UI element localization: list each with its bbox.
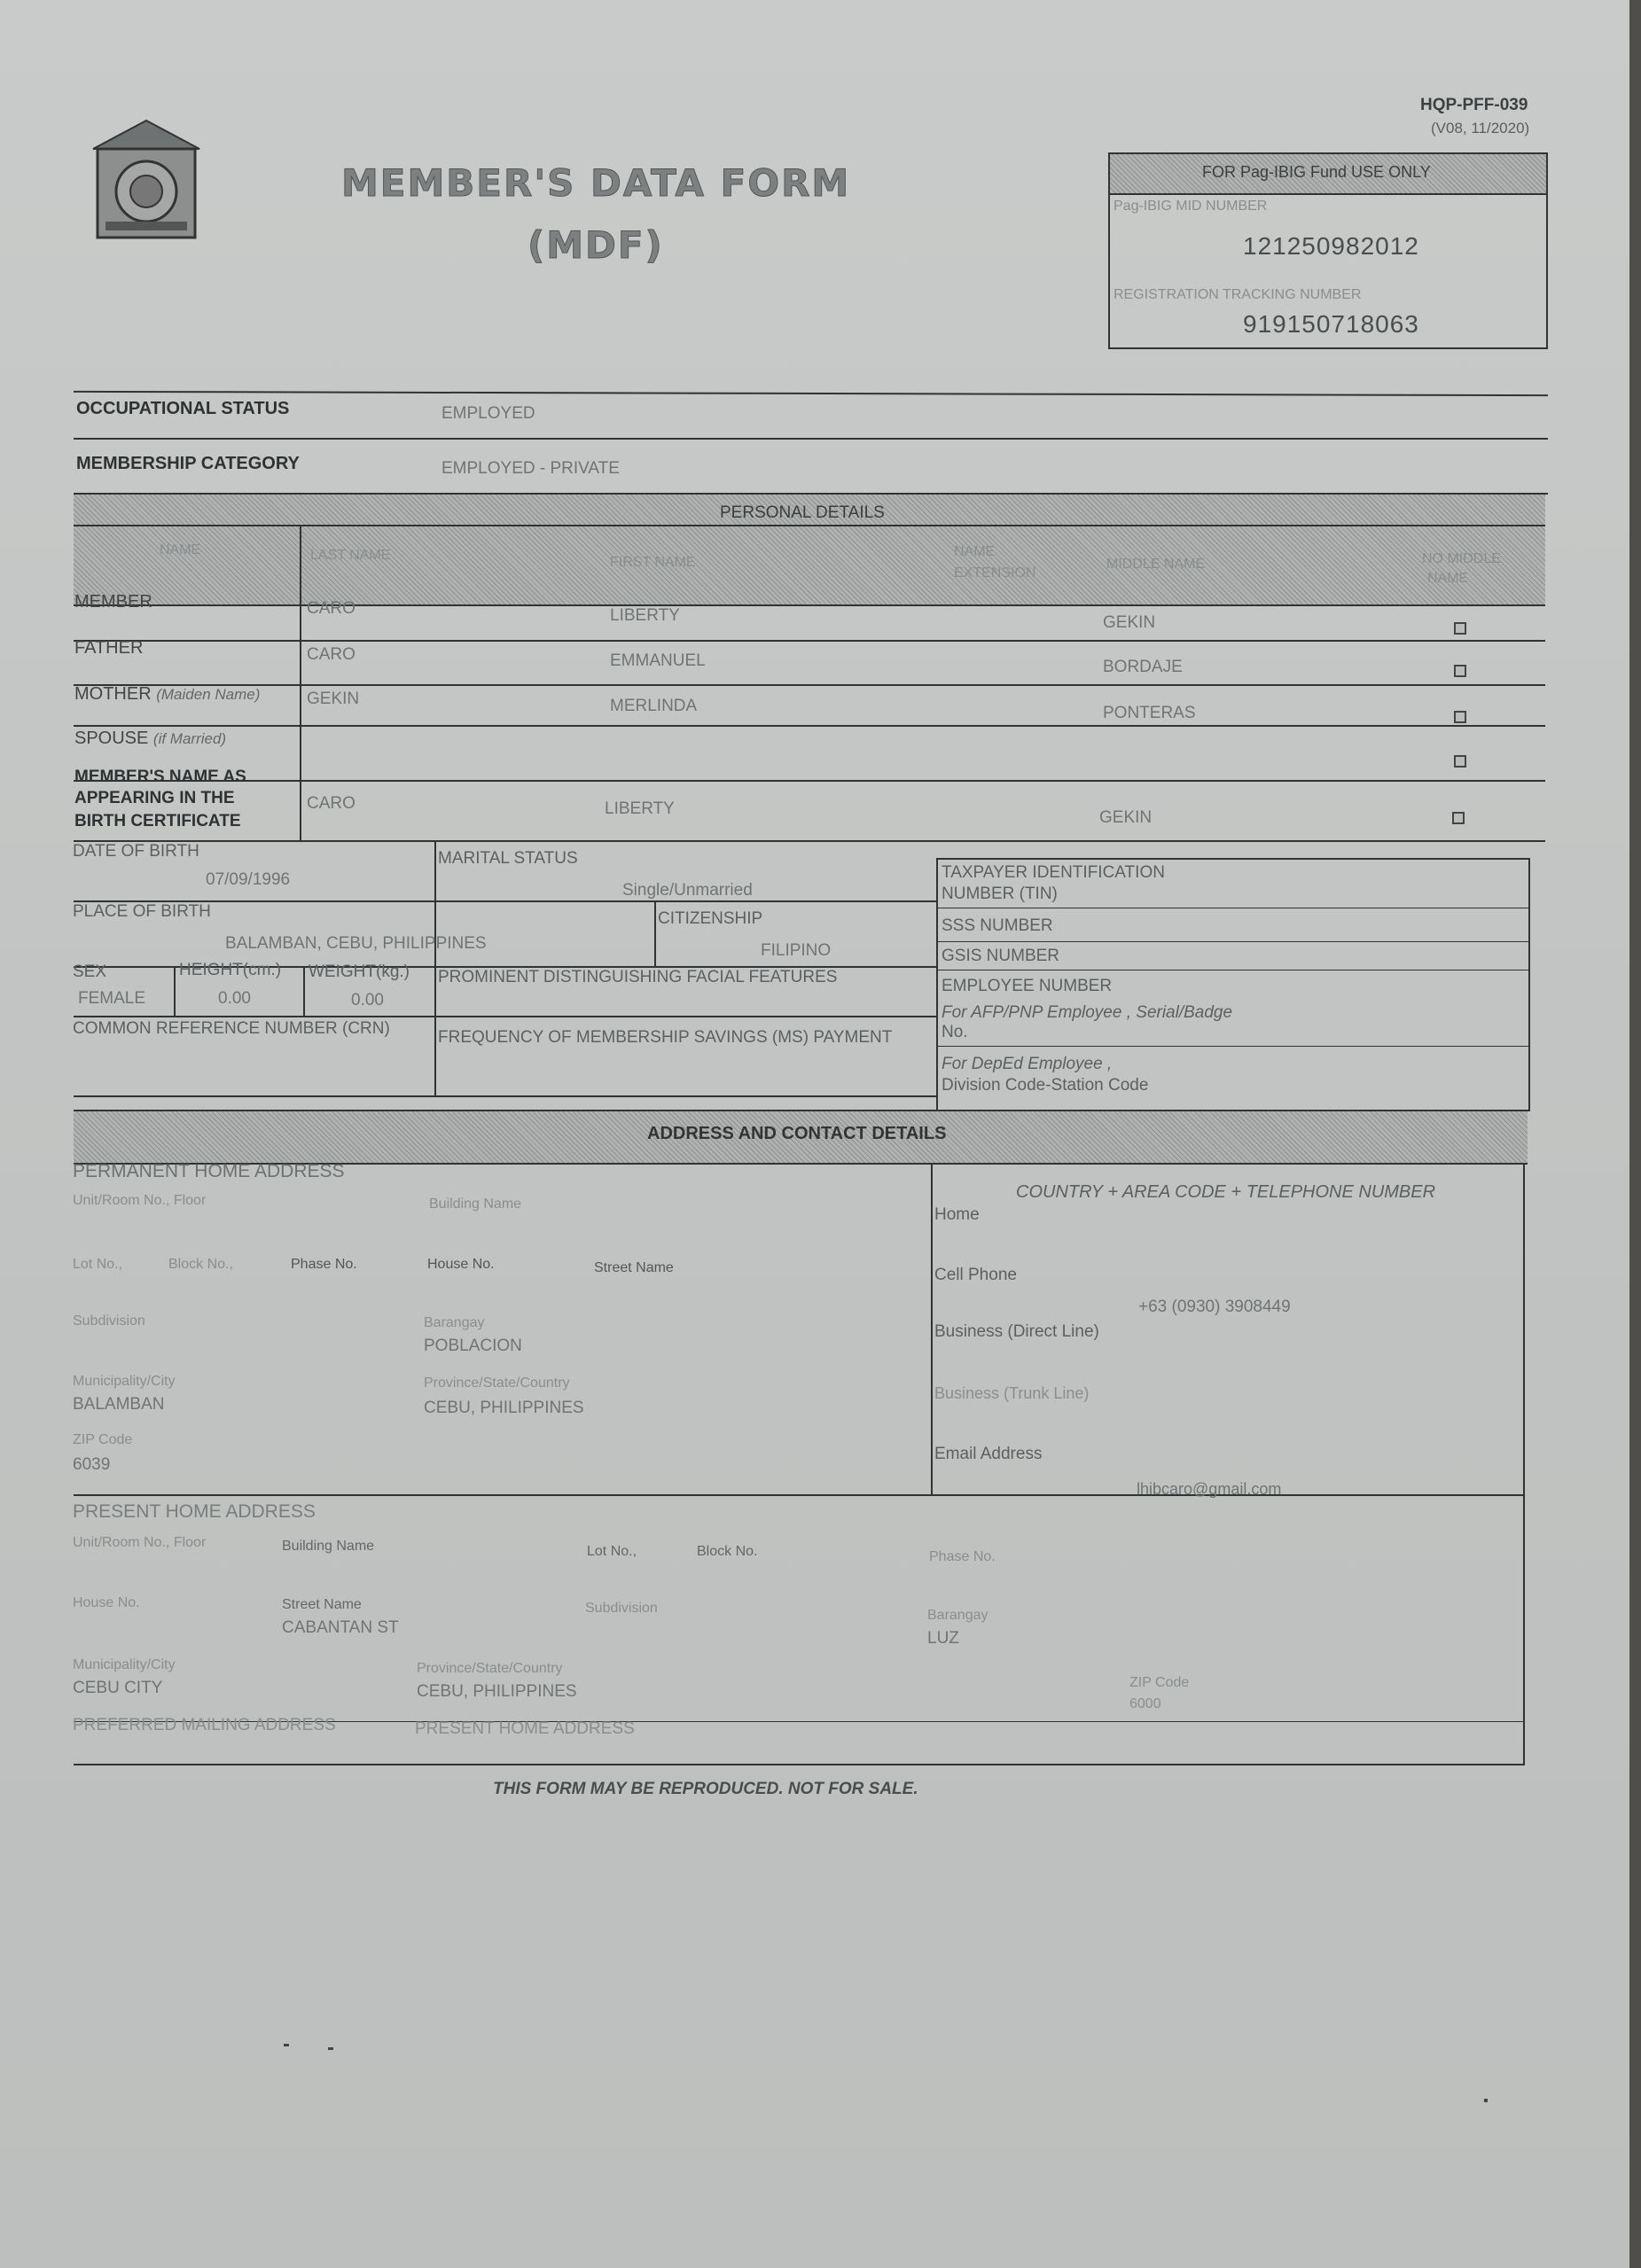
form-code: HQP-PFF-039 bbox=[1420, 96, 1528, 114]
stray-dot bbox=[284, 2044, 289, 2046]
lot-label: Lot No., bbox=[73, 1257, 123, 1272]
col-name-ext-1: NAME bbox=[954, 544, 996, 559]
sex-label: SEX bbox=[73, 963, 107, 981]
spouse-no-middle-checkbox[interactable] bbox=[1454, 755, 1466, 768]
dob-value: 07/09/1996 bbox=[206, 870, 291, 889]
tin-label-1: TAXPAYER IDENTIFICATION bbox=[942, 863, 1165, 882]
house-label: House No. bbox=[427, 1257, 495, 1272]
present-province-label: Province/State/Country bbox=[417, 1661, 563, 1676]
tin-label-2: NUMBER (TIN) bbox=[942, 885, 1058, 903]
personal-details-heading: PERSONAL DETAILS bbox=[720, 503, 885, 522]
fund-use-box bbox=[1108, 152, 1548, 349]
present-barangay-value: LUZ bbox=[927, 1629, 959, 1648]
col-last-name: LAST NAME bbox=[310, 548, 391, 563]
contact-heading: COUNTRY + AREA CODE + TELEPHONE NUMBER bbox=[1016, 1182, 1436, 1202]
building-label: Building Name bbox=[429, 1196, 522, 1212]
business-direct-label: Business (Direct Line) bbox=[934, 1322, 1099, 1341]
father-last-name: CARO bbox=[307, 645, 356, 664]
email-label: Email Address bbox=[934, 1445, 1043, 1463]
subdivision-label: Subdivision bbox=[73, 1313, 145, 1329]
height-label: HEIGHT(cm.) bbox=[179, 961, 282, 979]
phase-label: Phase No. bbox=[291, 1257, 357, 1272]
home-phone-label: Home bbox=[934, 1205, 980, 1224]
birth-cert-label-3: BIRTH CERTIFICATE bbox=[74, 812, 241, 830]
email-value: lhibcaro@gmail.com bbox=[1137, 1480, 1282, 1498]
stray-dot bbox=[1484, 2099, 1488, 2102]
preferred-mailing-value: PRESENT HOME ADDRESS bbox=[415, 1719, 635, 1738]
citizenship-value: FILIPINO bbox=[761, 941, 832, 960]
present-province-value: CEBU, PHILIPPINES bbox=[417, 1682, 577, 1701]
deped-label-1: For DepEd Employee , bbox=[942, 1055, 1113, 1073]
present-address-label: PRESENT HOME ADDRESS bbox=[73, 1501, 316, 1522]
member-last-name: CARO bbox=[307, 599, 356, 618]
zip-value: 6039 bbox=[73, 1455, 111, 1474]
barangay-label: Barangay bbox=[424, 1315, 485, 1330]
dob-label: DATE OF BIRTH bbox=[73, 842, 199, 861]
mid-label: Pag-IBIG MID NUMBER bbox=[1114, 199, 1268, 214]
father-middle-name: BORDAJE bbox=[1103, 658, 1183, 676]
col-no-middle-1: NO MIDDLE bbox=[1422, 551, 1501, 566]
weight-value: 0.00 bbox=[351, 991, 384, 1009]
birth-cert-label-1: MEMBER'S NAME AS bbox=[74, 768, 246, 786]
gsis-label: GSIS NUMBER bbox=[942, 947, 1060, 965]
municipality-value: BALAMBAN bbox=[73, 1395, 165, 1414]
spouse-label-note: (if Married) bbox=[152, 730, 227, 747]
sex-value: FEMALE bbox=[78, 989, 146, 1008]
barangay-value: POBLACION bbox=[424, 1337, 522, 1355]
cell-phone-label: Cell Phone bbox=[934, 1266, 1017, 1284]
province-value: CEBU, PHILIPPINES bbox=[424, 1399, 584, 1417]
weight-label: WEIGHT(kg.) bbox=[309, 963, 410, 981]
col-no-middle-2: NAME bbox=[1427, 571, 1469, 586]
present-building-label: Building Name bbox=[282, 1539, 375, 1554]
present-barangay-label: Barangay bbox=[927, 1608, 989, 1623]
row-spouse-label bbox=[74, 729, 226, 749]
municipality-label: Municipality/City bbox=[73, 1374, 176, 1389]
fund-use-heading: FOR Pag-IBIG Fund USE ONLY bbox=[1202, 163, 1431, 181]
address-heading: ADDRESS AND CONTACT DETAILS bbox=[647, 1124, 947, 1143]
business-trunk-label: Business (Trunk Line) bbox=[934, 1384, 1090, 1402]
name-columns-bg bbox=[74, 526, 1545, 604]
features-label: PROMINENT DISTINGUISHING FACIAL FEATURES bbox=[438, 968, 838, 986]
present-street-label: Street Name bbox=[282, 1597, 362, 1612]
zip-label: ZIP Code bbox=[73, 1432, 133, 1447]
present-lot-label: Lot No., bbox=[587, 1544, 637, 1559]
col-name: NAME bbox=[160, 542, 201, 557]
unit-label: Unit/Room No., Floor bbox=[73, 1193, 207, 1208]
member-no-middle-checkbox[interactable] bbox=[1454, 622, 1466, 635]
member-first-name: LIBERTY bbox=[610, 606, 680, 625]
pagibig-logo bbox=[84, 113, 208, 245]
height-value: 0.00 bbox=[218, 989, 251, 1008]
permanent-address-label: PERMANENT HOME ADDRESS bbox=[73, 1161, 345, 1181]
citizenship-label: CITIZENSHIP bbox=[658, 909, 763, 928]
form-title: MEMBER'S DATA FORM bbox=[341, 161, 851, 205]
mother-first-name: MERLINDA bbox=[610, 697, 698, 715]
form-version: (V08, 11/2020) bbox=[1431, 120, 1530, 136]
mother-last-name: GEKIN bbox=[307, 690, 360, 708]
rtn-label: REGISTRATION TRACKING NUMBER bbox=[1114, 287, 1362, 302]
birth-cert-first-name: LIBERTY bbox=[605, 799, 675, 818]
street-label: Street Name bbox=[594, 1260, 674, 1275]
sss-label: SSS NUMBER bbox=[942, 916, 1053, 935]
present-zip-value: 6000 bbox=[1129, 1696, 1161, 1711]
footer-note: THIS FORM MAY BE REPRODUCED. NOT FOR SALE. bbox=[493, 1780, 918, 1798]
cell-phone-value: +63 (0930) 3908449 bbox=[1138, 1298, 1291, 1316]
present-municipality-value: CEBU CITY bbox=[73, 1679, 163, 1697]
membership-category-value: EMPLOYED - PRIVATE bbox=[442, 459, 620, 478]
membership-category-label: MEMBERSHIP CATEGORY bbox=[76, 454, 300, 473]
deped-label-2: Division Code-Station Code bbox=[942, 1076, 1149, 1095]
marital-value: Single/Unmarried bbox=[622, 881, 753, 900]
mother-label-note: (Maiden Name) bbox=[156, 686, 261, 703]
birth-cert-middle-name: GEKIN bbox=[1099, 808, 1153, 827]
afp-label-1: For AFP/PNP Employee , Serial/Badge bbox=[942, 1003, 1233, 1022]
afp-label-2: No. bbox=[942, 1023, 968, 1041]
present-house-label: House No. bbox=[73, 1595, 140, 1610]
row-member-label: MEMBER bbox=[74, 592, 152, 612]
col-name-ext-2: EXTENSION bbox=[954, 565, 1036, 581]
mother-middle-name: PONTERAS bbox=[1103, 704, 1196, 722]
col-first-name: FIRST NAME bbox=[610, 555, 696, 570]
father-no-middle-checkbox[interactable] bbox=[1454, 665, 1466, 677]
birth-cert-no-middle-checkbox[interactable] bbox=[1452, 812, 1465, 824]
frequency-label: FREQUENCY OF MEMBERSHIP SAVINGS (MS) PAYMENT bbox=[438, 1028, 893, 1047]
present-subdivision-label: Subdivision bbox=[585, 1601, 658, 1616]
mid-value: 121250982012 bbox=[1243, 232, 1419, 260]
rtn-value: 919150718063 bbox=[1243, 310, 1419, 338]
present-municipality-label: Municipality/City bbox=[73, 1657, 176, 1672]
form-subtitle: (MDF) bbox=[527, 223, 664, 267]
pob-value: BALAMBAN, CEBU, PHILIPPINES bbox=[225, 934, 487, 953]
col-middle-name: MIDDLE NAME bbox=[1106, 557, 1206, 572]
row-mother-label bbox=[74, 684, 260, 705]
mother-no-middle-checkbox[interactable] bbox=[1454, 711, 1466, 723]
present-phase-label: Phase No. bbox=[929, 1549, 996, 1564]
preferred-mailing-label: PREFERRED MAILING ADDRESS bbox=[73, 1716, 336, 1734]
father-first-name: EMMANUEL bbox=[610, 651, 706, 670]
mother-label-text: MOTHER bbox=[74, 684, 152, 704]
occupational-status-value: EMPLOYED bbox=[442, 404, 535, 423]
stray-dot bbox=[328, 2047, 333, 2050]
birth-cert-label-2: APPEARING IN THE bbox=[74, 789, 235, 807]
present-street-value: CABANTAN ST bbox=[282, 1618, 399, 1637]
birth-cert-last-name: CARO bbox=[307, 794, 356, 813]
crn-label: COMMON REFERENCE NUMBER (CRN) bbox=[73, 1019, 390, 1038]
block-label: Block No., bbox=[168, 1257, 233, 1272]
marital-label: MARITAL STATUS bbox=[438, 849, 578, 868]
province-label: Province/State/Country bbox=[424, 1376, 570, 1391]
pob-label: PLACE OF BIRTH bbox=[73, 902, 211, 921]
member-middle-name: GEKIN bbox=[1103, 613, 1156, 632]
present-block-label: Block No. bbox=[697, 1544, 758, 1559]
spouse-label-text: SPOUSE bbox=[74, 729, 149, 748]
present-unit-label: Unit/Room No., Floor bbox=[73, 1535, 207, 1550]
row-father-label: FATHER bbox=[74, 638, 144, 658]
occupational-status-label: OCCUPATIONAL STATUS bbox=[76, 399, 290, 418]
background-edge bbox=[1629, 0, 1641, 2268]
present-zip-label: ZIP Code bbox=[1129, 1675, 1190, 1690]
employee-number-label: EMPLOYEE NUMBER bbox=[942, 977, 1113, 995]
